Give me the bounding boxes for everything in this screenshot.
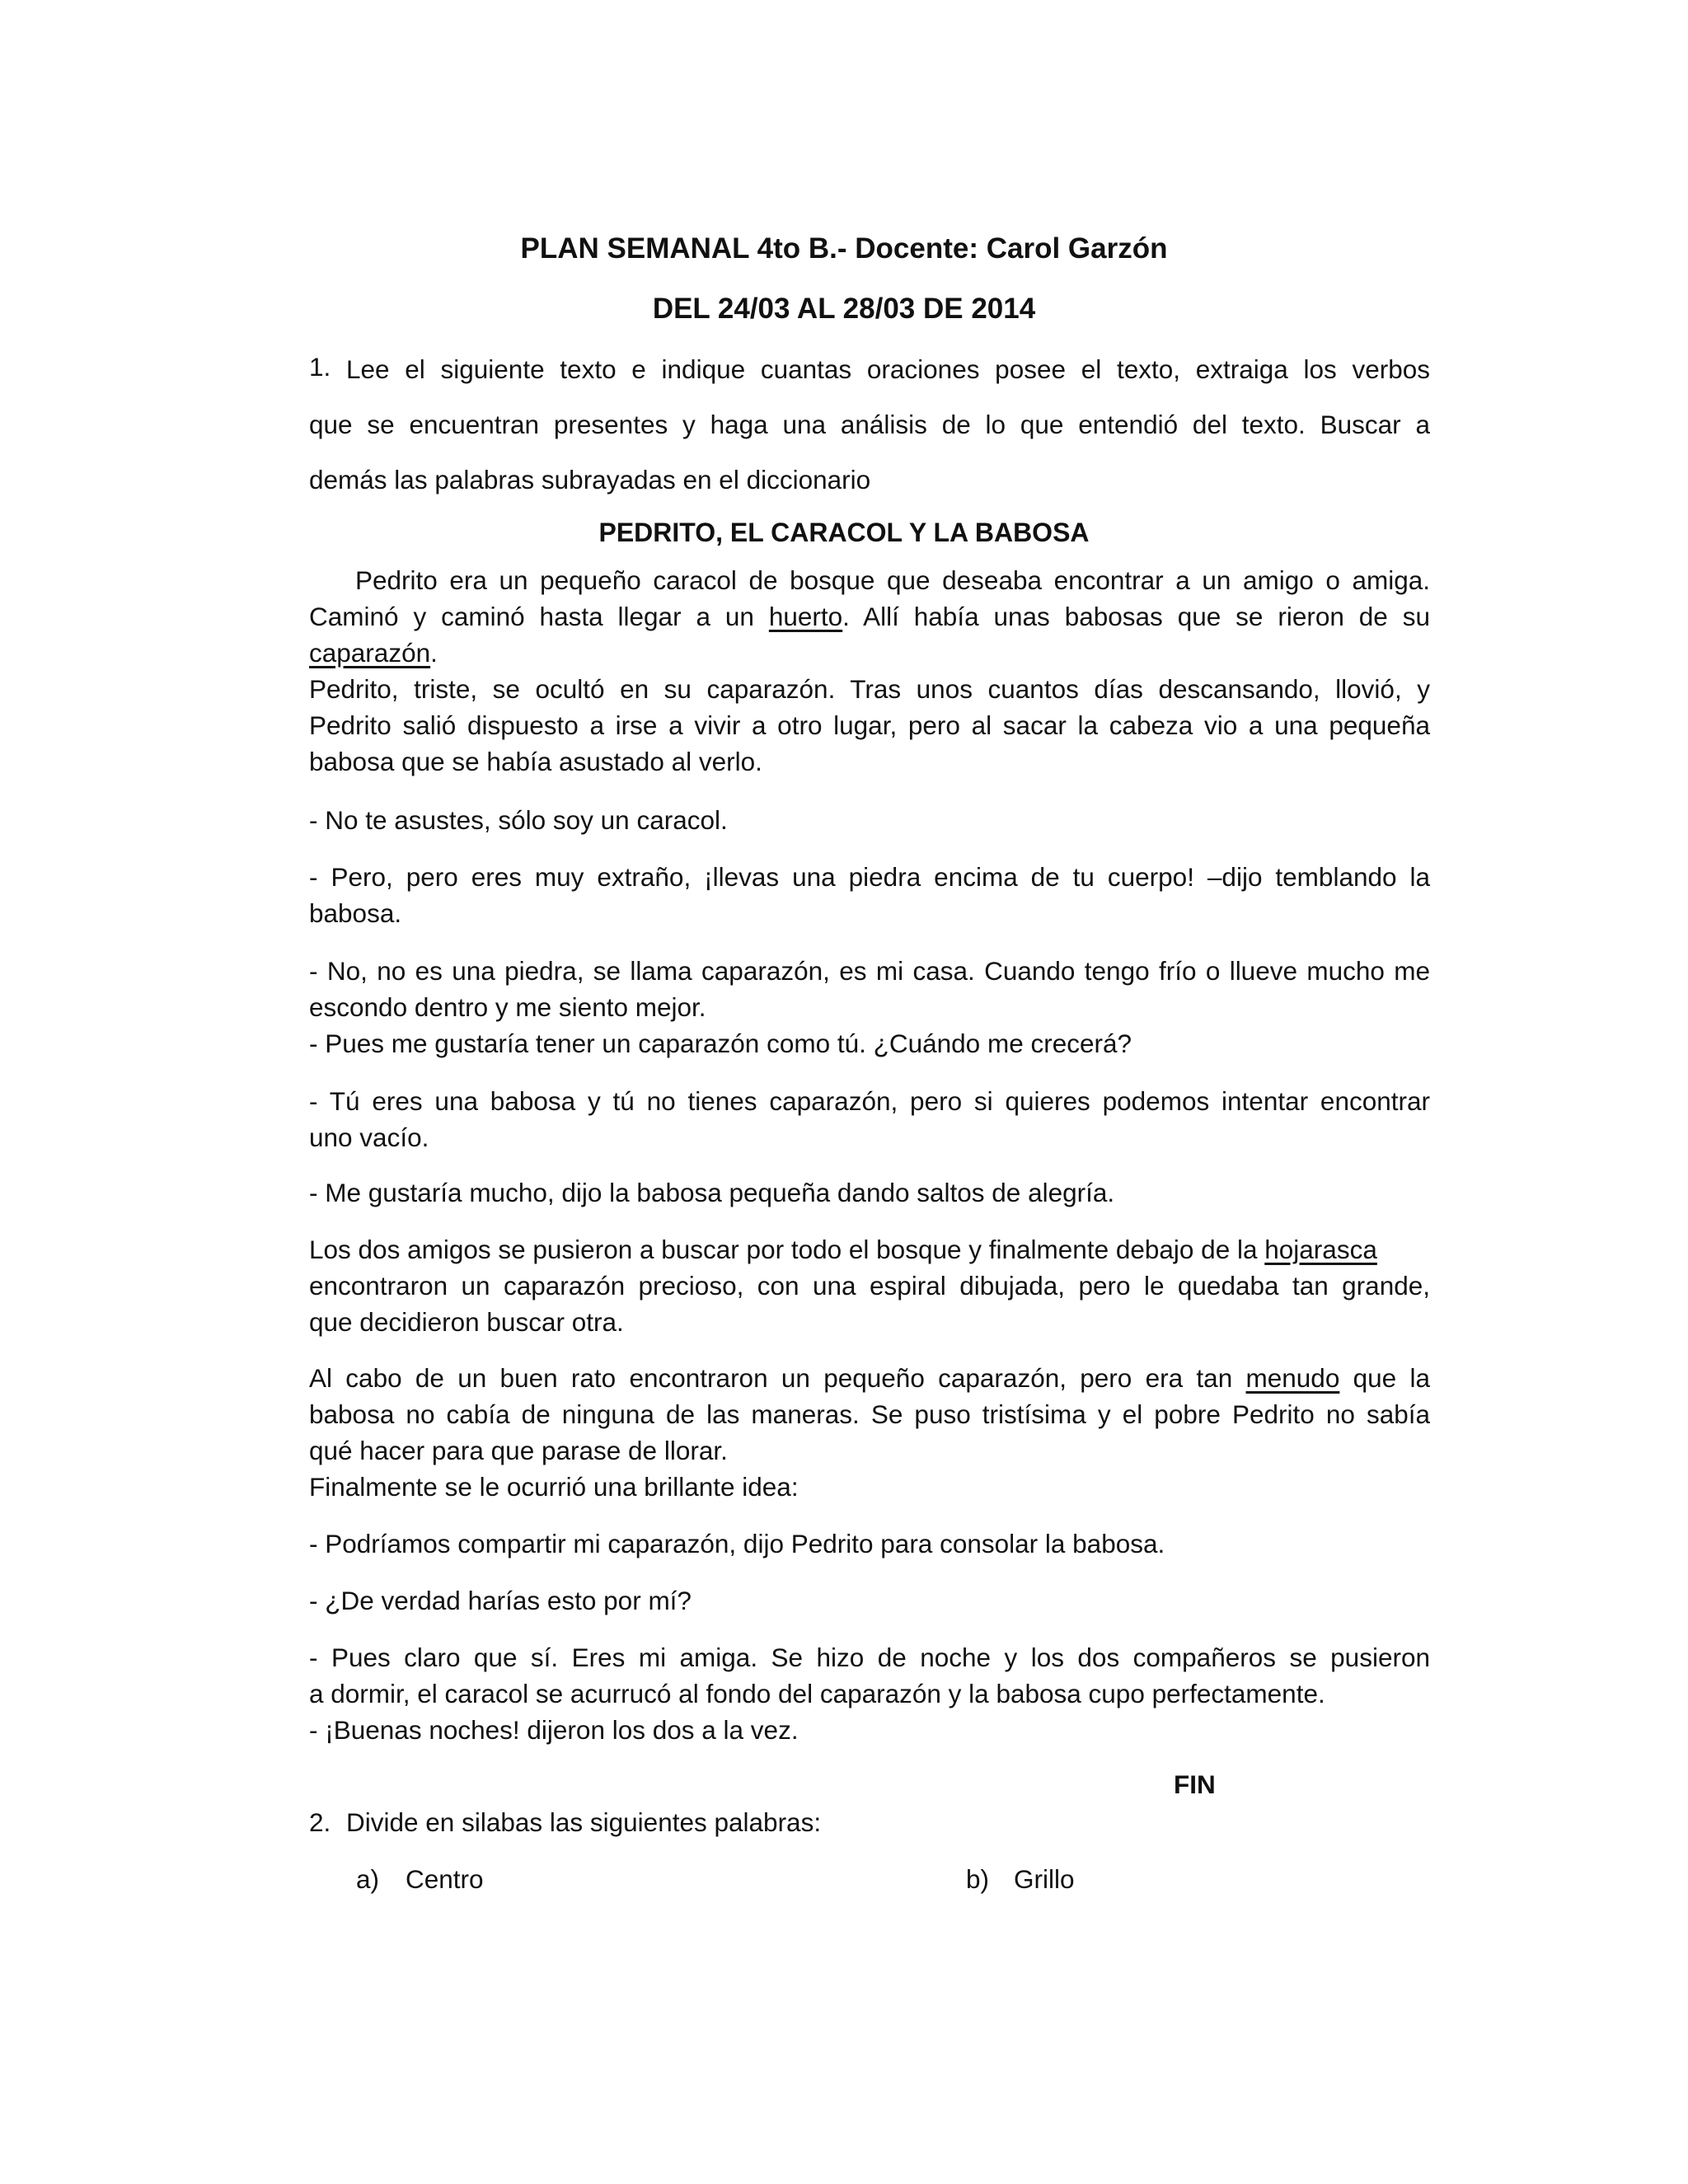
underlined-word-huerto: huerto bbox=[768, 602, 843, 631]
story-line: que decidieron buscar otra. bbox=[309, 1307, 624, 1337]
story-end: FIN bbox=[1174, 1769, 1216, 1799]
question-1-line: que se encuentran presentes y haga una análisis de lo que entendió del texto. Buscar a bbox=[309, 410, 1430, 439]
story-line bbox=[309, 635, 1430, 671]
story-text: Caminó y caminó hasta llegar a un bbox=[309, 602, 769, 631]
dialogue-line bbox=[309, 1083, 1430, 1155]
story-paragraph bbox=[309, 1360, 1430, 1505]
story-line: Finalmente se le ocurrió una brillante idea: bbox=[309, 1472, 799, 1502]
date-range: DEL 24/03 AL 28/03 DE 2014 bbox=[652, 293, 1036, 325]
dialogue-line bbox=[309, 859, 1430, 931]
story-line: Pedrito, triste, se ocultó en su caparazón. Tras unos cuantos días descansando, llovió, y bbox=[309, 674, 1430, 704]
story-line: - ¿De verdad harías esto por mí? bbox=[309, 1586, 692, 1615]
story-line: a dormir, el caracol se acurrucó al fondo del caparazón y la babosa cupo perfectamente. bbox=[309, 1679, 1325, 1708]
story-title: PEDRITO, EL CARACOL Y LA BABOSA bbox=[598, 518, 1090, 547]
option-a-label: a) bbox=[356, 1864, 380, 1894]
dialogue-line bbox=[309, 953, 1430, 1062]
question-1-text bbox=[309, 342, 1430, 508]
story-line: qué hacer para que parase de llorar. bbox=[309, 1436, 728, 1465]
story-line bbox=[309, 1231, 1430, 1268]
question-1-line: demás las palabras subrayadas en el diccionario bbox=[309, 465, 871, 494]
dialogue-line bbox=[309, 1174, 1430, 1211]
story-line: Pedrito salió dispuesto a irse a vivir a otro lugar, pero al sacar la cabeza vio a una pequeña bbox=[309, 710, 1430, 740]
question-2-text: Divide en silabas las siguientes palabras: bbox=[346, 1807, 822, 1837]
dialogue-line bbox=[309, 1639, 1430, 1748]
story-line: - Pues me gustaría tener un caparazón como tú. ¿Cuándo me crecerá? bbox=[309, 1029, 1132, 1058]
dialogue-line bbox=[309, 1526, 1430, 1562]
story-text: que la bbox=[1339, 1363, 1431, 1393]
story-line: uno vacío. bbox=[309, 1122, 429, 1152]
underlined-word-hojarasca: hojarasca bbox=[1264, 1235, 1377, 1264]
underlined-word-menudo: menudo bbox=[1245, 1363, 1340, 1393]
page-title: PLAN SEMANAL 4to B.- Docente: Carol Garzón bbox=[520, 232, 1168, 265]
story-line: - No, no es una piedra, se llama caparazón, es mi casa. Cuando tengo frío o llueve mucho me bbox=[309, 956, 1430, 986]
story-line bbox=[309, 1360, 1430, 1396]
story-text: . bbox=[430, 638, 438, 668]
story-line: - Pues claro que sí. Eres mi amiga. Se hizo de noche y los dos compañeros se pusieron bbox=[309, 1643, 1430, 1672]
story-text: Al cabo de un buen rato encontraron un pequeño caparazón, pero era tan bbox=[309, 1363, 1246, 1393]
question-1-line: Lee el siguiente texto e indique cuantas oraciones posee el texto, extraiga los verbos bbox=[346, 354, 1430, 384]
option-b-label: b) bbox=[966, 1864, 990, 1894]
story-line: - Me gustaría mucho, dijo la babosa pequeña dando saltos de alegría. bbox=[309, 1178, 1115, 1207]
story-paragraph bbox=[309, 562, 1430, 780]
story-line: babosa no cabía de ninguna de las maneras. Se puso tristísima y el pobre Pedrito no sabía bbox=[309, 1399, 1430, 1429]
story-paragraph bbox=[309, 1231, 1430, 1340]
story-line: - Podríamos compartir mi caparazón, dijo Pedrito para consolar la babosa. bbox=[309, 1529, 1165, 1558]
story-text: Los dos amigos se pusieron a buscar por todo el bosque y finalmente debajo de la bbox=[309, 1235, 1265, 1264]
story-line: - ¡Buenas noches! dijeron los dos a la vez. bbox=[309, 1715, 799, 1745]
story-line bbox=[309, 598, 1430, 635]
story-line: - Pero, pero eres muy extraño, ¡llevas una piedra encima de tu cuerpo! –dijo temblando la bbox=[309, 862, 1430, 892]
question-2-number: 2. bbox=[309, 1807, 331, 1837]
story-line: babosa. bbox=[309, 898, 402, 928]
dialogue-line bbox=[309, 1582, 1430, 1619]
option-b-word: Grillo bbox=[1014, 1864, 1075, 1894]
story-line: - No te asustes, sólo soy un caracol. bbox=[309, 805, 728, 835]
underlined-word-caparazon: caparazón bbox=[309, 638, 431, 668]
story-line: encontraron un caparazón precioso, con una espiral dibujada, pero le quedaba tan grande, bbox=[309, 1271, 1430, 1301]
story-line: babosa que se había asustado al verlo. bbox=[309, 747, 762, 776]
story-text: . Allí había unas babosas que se rieron de su bbox=[842, 602, 1430, 631]
question-1-number: 1. bbox=[309, 352, 331, 382]
story-line: escondo dentro y me siento mejor. bbox=[309, 992, 706, 1022]
story-line: Pedrito era un pequeño caracol de bosque que deseaba encontrar a un amigo o amiga. bbox=[355, 565, 1430, 595]
story-line: - Tú eres una babosa y tú no tienes caparazón, pero si quieres podemos intentar encontrar bbox=[309, 1086, 1430, 1116]
option-a-word: Centro bbox=[406, 1864, 484, 1894]
dialogue-line bbox=[309, 802, 1430, 838]
